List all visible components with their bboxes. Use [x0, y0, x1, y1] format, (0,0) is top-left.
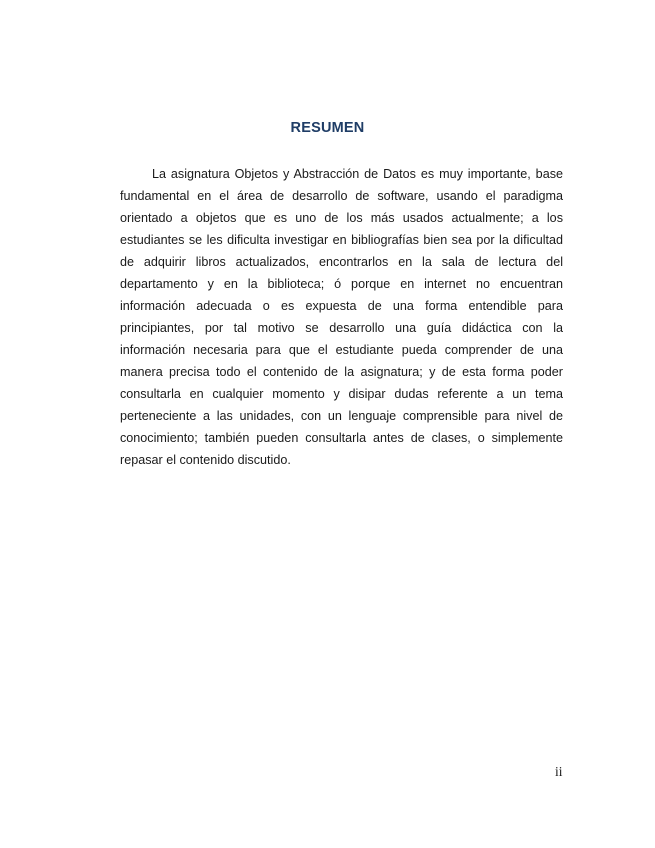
paragraph-line: consultarla en cualquier momento y disipar dudas referente a un tema: [120, 387, 563, 401]
paragraph-line: conocimiento; también pueden consultarla antes de clases, o simplemente: [120, 431, 563, 445]
paragraph-line: perteneciente a las unidades, con un lenguaje comprensible para nivel de: [120, 409, 563, 423]
paragraph-line: orientado a objetos que es uno de los más usados actualmente; a los: [120, 211, 563, 225]
page-number: ii: [555, 764, 563, 779]
paragraph-line: información adecuada o es expuesta de una forma entendible para: [120, 299, 563, 313]
paragraph-line: repasar el contenido discutido.: [120, 453, 291, 467]
paragraph-line: información necesaria para que el estudiante pueda comprender de una: [120, 343, 563, 357]
paragraph-line: estudiantes se les dificulta investigar en bibliografías bien sea por la dificultad: [120, 233, 563, 247]
abstract-paragraph: [120, 163, 563, 471]
paragraph-line: La asignatura Objetos y Abstracción de Datos es muy importante, base: [152, 167, 563, 181]
paragraph-line: manera precisa todo el contenido de la asignatura; y de esta forma poder: [120, 365, 563, 379]
paragraph-line: departamento y en la biblioteca; ó porque en internet no encuentran: [120, 277, 563, 291]
paragraph-line: de adquirir libros actualizados, encontrarlos en la sala de lectura del: [120, 255, 563, 269]
paragraph-line: principiantes, por tal motivo se desarrollo una guía didáctica con la: [120, 321, 563, 335]
page-title: RESUMEN: [290, 120, 365, 136]
paragraph-line: fundamental en el área de desarrollo de software, usando el paradigma: [120, 189, 563, 203]
